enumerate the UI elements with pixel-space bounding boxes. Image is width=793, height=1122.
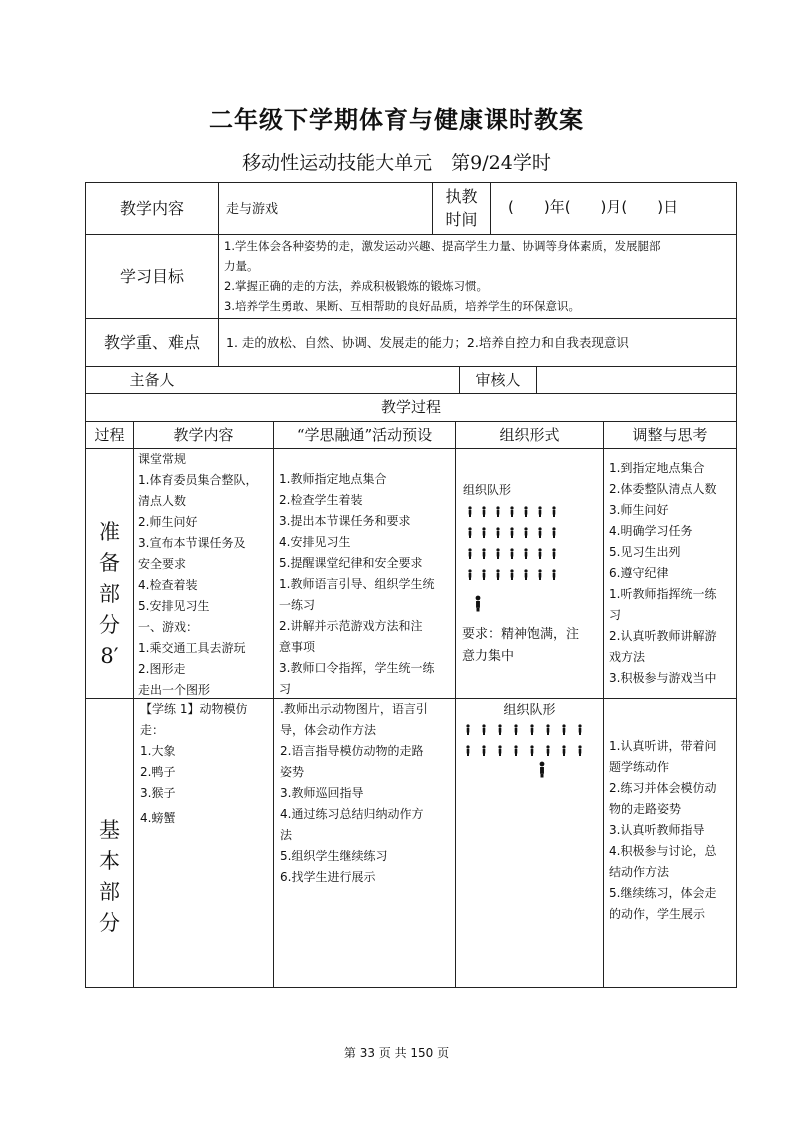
student-icon (524, 506, 527, 517)
list-item: 2.图形走 (138, 662, 186, 676)
student-icon (552, 569, 555, 580)
student-icon (468, 569, 471, 580)
student-icon (530, 724, 533, 735)
list-item: 5.组织学生继续练习 (280, 849, 388, 863)
student-icon (468, 506, 471, 517)
student-icon (468, 527, 471, 538)
list-item: 2.体委整队清点人数 (609, 482, 717, 496)
list-item: 3.认真听教师指导 (609, 823, 705, 837)
content-label: 教学内容 (119, 199, 184, 218)
list-item: 课堂常规 (138, 452, 187, 466)
student-icon (538, 527, 541, 538)
column-header: 过程 (94, 425, 125, 444)
list-item: 一、游戏： (138, 620, 199, 634)
page-subtitle: 移动性运动技能大单元 第9/24学时 (242, 152, 551, 174)
goal-item: 力量。 (224, 259, 259, 273)
preparer-value (219, 367, 459, 393)
student-icon (538, 569, 541, 580)
list-item: 2.鸭子 (140, 765, 176, 779)
teacher-icon (476, 596, 481, 612)
prep-org-requirement: 要求：精神饱满，注 意力集中 (462, 627, 580, 664)
student-icon (466, 724, 469, 735)
key-label: 教学重、难点 (103, 333, 200, 352)
goal-list (224, 236, 734, 316)
student-icon (510, 548, 513, 559)
list-item: 5.安排见习生 (138, 599, 210, 613)
student-icon (510, 506, 513, 517)
student-icon (510, 527, 513, 538)
list-item: 3.提出本节课任务和要求 (279, 514, 411, 528)
student-icon (482, 506, 485, 517)
student-icon (510, 569, 513, 580)
list-item: 2.练习并体会模仿动 (609, 781, 717, 795)
list-item: 1.教师语言引导、组织学生统 (279, 577, 435, 591)
reviewer-label: 审核人 (475, 370, 521, 389)
list-item: 1.乘交通工具去游玩 (138, 641, 246, 655)
list-item: 5.提醒课堂纪律和安全要求 (279, 556, 423, 570)
list-item: 4.安排见习生 (279, 535, 351, 549)
student-icon (552, 506, 555, 517)
list-item: 1.认真听讲，带着问 (609, 739, 717, 753)
list-item: 法 (280, 828, 293, 842)
time-label: 执教 时间 (445, 187, 478, 229)
list-item: 2.认真听教师讲解游 (609, 629, 717, 643)
student-icon (524, 527, 527, 538)
prep-content (138, 449, 272, 701)
student-icon (524, 569, 527, 580)
goal-item: 2.掌握正确的走的方法，养成积极锻炼的锻炼习惯。 (224, 279, 488, 293)
list-item: 1.体育委员集合整队， (138, 473, 258, 487)
student-icon (482, 548, 485, 559)
column-header: 调整与思考 (632, 425, 708, 444)
list-item: 【学练 1】动物模仿 (140, 702, 248, 716)
list-item: 的动作，学生展示 (609, 907, 706, 921)
list-item: 戏方法 (609, 650, 646, 664)
student-icon (468, 548, 471, 559)
student-icon (562, 745, 565, 756)
student-icon (578, 724, 581, 735)
list-item: 结动作方法 (609, 865, 670, 879)
list-item: 3.宣布本节课任务及 (138, 536, 246, 550)
page-title: 二年级下学期体育与健康课时教案 (209, 106, 584, 134)
list-item: .教师出示动物图片，语言引 (280, 702, 428, 716)
list-item: 3.师生问好 (609, 503, 669, 517)
basic-content (140, 699, 272, 829)
student-icon (546, 745, 549, 756)
prep-formation-diagram (462, 502, 602, 614)
basic-activities (280, 699, 454, 888)
key-value: 1. 走的放松、自然、协调、发展走的能力；2.培养自控力和自我表现意识 (226, 335, 629, 350)
basic-formation-diagram (460, 720, 600, 784)
list-item: 2.语言指导模仿动物的走路 (280, 744, 424, 758)
list-item: 1.教师指定地点集合 (279, 472, 387, 486)
content-value: 走与游戏 (226, 202, 279, 217)
basic-org-label: 组织队形 (503, 703, 556, 718)
list-item: 4.通过练习总结归纳动作方 (280, 807, 424, 821)
prep-reflection (609, 458, 735, 689)
list-item: 3.猴子 (140, 786, 176, 800)
list-item: 导，体会动作方法 (280, 723, 377, 737)
student-icon (496, 527, 499, 538)
list-item: 4.积极参与讨论，总 (609, 844, 717, 858)
student-icon (552, 548, 555, 559)
student-icon (482, 745, 485, 756)
list-item: 安全要求 (138, 557, 187, 571)
list-item: 题学练动作 (609, 760, 670, 774)
student-icon (546, 724, 549, 735)
list-item: 6.找学生进行展示 (280, 870, 376, 884)
student-icon (552, 527, 555, 538)
list-item: 3.教师口令指挥，学生统一练 (279, 661, 435, 675)
preparer-label: 主备人 (129, 370, 175, 389)
list-item: 一练习 (279, 598, 316, 612)
student-icon (562, 724, 565, 735)
list-item: 4.螃蟹 (140, 811, 176, 825)
list-item: 3.积极参与游戏当中 (609, 671, 717, 685)
reviewer-value (537, 367, 736, 393)
student-icon (530, 745, 533, 756)
list-item: 4.明确学习任务 (609, 524, 693, 538)
process-title: 教学过程 (380, 398, 441, 416)
student-icon (538, 548, 541, 559)
student-icon (524, 548, 527, 559)
list-item: 5.继续练习，体会走 (609, 886, 717, 900)
student-icon (496, 548, 499, 559)
student-icon (578, 745, 581, 756)
list-item: 1.听教师指挥统一练 (609, 587, 717, 601)
list-item: 2.师生问好 (138, 515, 198, 529)
goal-item: 1.学生体会各种姿势的走，激发运动兴趣、提高学生力量、协调等身体素质，发展腿部 (224, 239, 661, 253)
list-item: 意事项 (279, 640, 316, 654)
teacher-icon (540, 762, 545, 778)
list-item: 5.见习生出列 (609, 545, 681, 559)
student-icon (482, 527, 485, 538)
student-icon (538, 506, 541, 517)
date-field: ( )年( )月( )日 (508, 198, 679, 216)
goal-label: 学习目标 (119, 267, 184, 286)
student-icon (482, 724, 485, 735)
student-icon (466, 745, 469, 756)
list-item: 6.遵守纪律 (609, 566, 669, 580)
list-item: 走出一个图形 (138, 683, 211, 697)
student-icon (514, 745, 517, 756)
list-item: 清点人数 (138, 494, 187, 508)
list-item: 姿势 (280, 765, 305, 779)
student-icon (514, 724, 517, 735)
list-item: 走： (140, 723, 165, 737)
student-icon (498, 745, 501, 756)
student-icon (496, 506, 499, 517)
list-item: 2.讲解并示范游戏方法和注 (279, 619, 423, 633)
column-header: 教学内容 (173, 425, 234, 444)
student-icon (482, 569, 485, 580)
basic-reflection (609, 736, 735, 925)
column-header: 组织形式 (499, 425, 560, 444)
student-icon (498, 724, 501, 735)
page-number: 第 33 页 共 150 页 (343, 1046, 450, 1060)
prep-phase-label: 准 备 部 分 8′ (99, 520, 120, 668)
prep-activities (279, 469, 454, 700)
goal-item: 3.培养学生勇敢、果断、互相帮助的良好品质，培养学生的环保意识。 (224, 299, 580, 313)
list-item: 1.到指定地点集合 (609, 461, 705, 475)
student-icon (496, 569, 499, 580)
list-item: 习 (609, 608, 622, 622)
list-item: 2.检查学生着装 (279, 493, 363, 507)
list-item: 习 (279, 682, 292, 696)
list-item: 4.检查着装 (138, 578, 198, 592)
list-item: 物的走路姿势 (609, 802, 682, 816)
column-header: “学思融通”活动预设 (296, 425, 433, 444)
basic-phase-label: 基 本 部 分 (99, 818, 120, 935)
list-item: 3.教师巡回指导 (280, 786, 364, 800)
list-item: 1.大象 (140, 744, 176, 758)
prep-org-label: 组织队形 (463, 483, 512, 497)
